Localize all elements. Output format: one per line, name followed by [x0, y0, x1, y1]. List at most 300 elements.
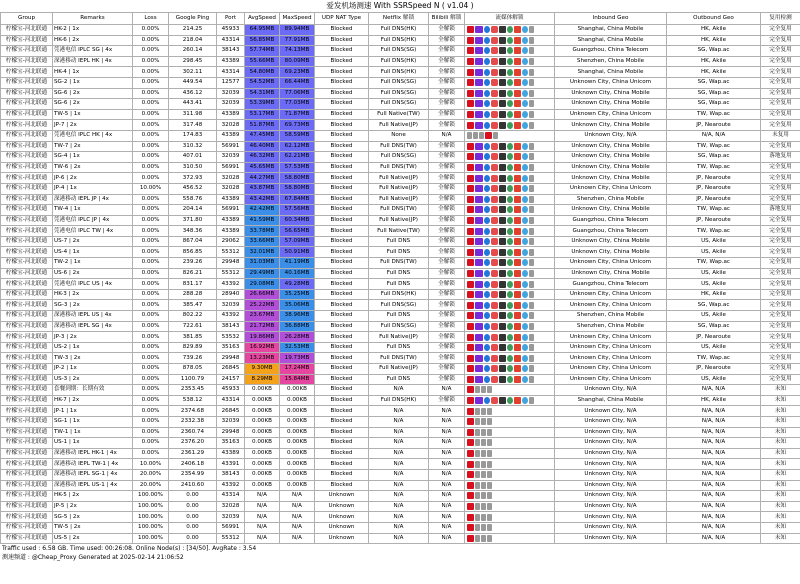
netflix-cell: N/A [369, 448, 429, 459]
group-cell: 柠檬宝-河北联通 [1, 501, 53, 512]
port-cell: 32039 [217, 416, 245, 427]
ping-cell: 0.00 [169, 501, 217, 512]
remarks-cell: TW-7 | 2x [53, 141, 133, 152]
loss-cell: 0.00% [133, 416, 169, 427]
streaming-service-icon [514, 334, 521, 341]
streaming-service-icon [484, 312, 490, 319]
reuse-cell: 完全复用 [761, 25, 800, 36]
max-speed-cell: 77.03MB [280, 99, 315, 110]
port-cell: 32039 [217, 512, 245, 523]
bilibili-cell: 全解锁 [429, 215, 465, 226]
avg-speed-cell: 0.00KB [245, 385, 280, 396]
group-cell: 柠檬宝-河北联通 [1, 247, 53, 258]
max-speed-cell: 0.00KB [280, 416, 315, 427]
ping-cell: 2374.68 [169, 406, 217, 417]
streaming-service-icon [475, 376, 483, 383]
group-cell: 柠檬宝-河北联通 [1, 311, 53, 322]
netflix-cell: Full DNS(HK) [369, 395, 429, 406]
streaming-service-icon [467, 471, 474, 478]
reuse-cell: 完全复用 [761, 173, 800, 184]
streaming-service-icon [467, 164, 474, 171]
udp-nat-cell: Unknown [315, 491, 369, 502]
ping-cell: 371.80 [169, 215, 217, 226]
udp-nat-cell: Blocked [315, 152, 369, 163]
streaming-service-icon [487, 450, 492, 457]
streaming-icons [465, 321, 555, 332]
streaming-service-icon [487, 418, 492, 425]
loss-cell: 100.00% [133, 512, 169, 523]
udp-nat-cell: Blocked [315, 448, 369, 459]
streaming-service-icon [487, 471, 492, 478]
reuse-cell: 完全复用 [761, 364, 800, 375]
port-cell: 43389 [217, 215, 245, 226]
remarks-cell: HK-5 | 2x [53, 491, 133, 502]
avg-speed-cell: 16.92MB [245, 342, 280, 353]
streaming-service-icon [467, 291, 474, 298]
streaming-icons [465, 35, 555, 46]
remarks-cell: HK-4 | 1x [53, 67, 133, 78]
streaming-icons [465, 522, 555, 533]
streaming-service-icon [467, 450, 474, 457]
netflix-cell: N/A [369, 406, 429, 417]
loss-cell: 10.00% [133, 459, 169, 470]
remarks-cell: HK-2 | 1x [53, 25, 133, 36]
port-cell: 55312 [217, 533, 245, 544]
loss-cell: 0.00% [133, 342, 169, 353]
streaming-icons [465, 173, 555, 184]
page-title: 爱发机场测速 With SSRSpeed N ( v1.04 ) [326, 1, 474, 10]
ping-cell: 802.22 [169, 311, 217, 322]
outbound-geo-cell: N/A, N/A [667, 522, 761, 533]
port-cell: 43392 [217, 480, 245, 491]
streaming-service-icon [467, 259, 474, 266]
remarks-cell: TW-1 | 1x [53, 427, 133, 438]
streaming-service-icon [467, 100, 474, 107]
netflix-cell: Full DNS(SG) [369, 99, 429, 110]
max-speed-cell: 41.19MB [280, 258, 315, 269]
streaming-service-icon [473, 132, 478, 139]
streaming-service-icon [485, 132, 492, 139]
remarks-cell: SG-5 | 2x [53, 512, 133, 523]
streaming-service-icon [467, 111, 474, 118]
streaming-service-icon [507, 196, 513, 203]
streaming-service-icon [475, 122, 483, 129]
remarks-cell: 莞港电信 IPLC TW | 4x [53, 226, 133, 237]
bilibili-cell: 全解锁 [429, 173, 465, 184]
streaming-service-icon [467, 376, 474, 383]
remarks-cell: JP-7 | 2x [53, 120, 133, 131]
avg-speed-cell: N/A [245, 491, 280, 502]
streaming-service-icon [522, 312, 528, 319]
streaming-icons [465, 56, 555, 67]
outbound-geo-cell: US, Akile [667, 311, 761, 322]
max-speed-cell: 40.16MB [280, 268, 315, 279]
streaming-service-icon [507, 37, 513, 44]
streaming-service-icon [484, 143, 490, 150]
udp-nat-cell: Blocked [315, 311, 369, 322]
remarks-cell: 深港移动 IEPL HK-1 | 4x [53, 448, 133, 459]
streaming-service-icon [529, 355, 534, 362]
streaming-service-icon [529, 397, 534, 404]
streaming-service-icon [487, 386, 492, 393]
streaming-service-icon [467, 535, 474, 542]
group-cell: 柠檬宝-河北联通 [1, 205, 53, 216]
udp-nat-cell: Blocked [315, 364, 369, 375]
streaming-service-icon [484, 238, 490, 245]
streaming-icons [465, 77, 555, 88]
ping-cell: 831.17 [169, 279, 217, 290]
netflix-cell: Full Native(TW) [369, 226, 429, 237]
streaming-service-icon [499, 355, 506, 362]
streaming-service-icon [507, 397, 513, 404]
port-cell: 32039 [217, 152, 245, 163]
max-speed-cell: 66.44MB [280, 77, 315, 88]
avg-speed-cell: 54.52MB [245, 77, 280, 88]
streaming-service-icon [499, 90, 506, 97]
streaming-service-icon [499, 206, 506, 213]
reuse-cell: 完全复用 [761, 300, 800, 311]
remarks-cell: SG-6 | 2x [53, 99, 133, 110]
inbound-geo-cell: Unknown City, N/A [555, 416, 667, 427]
netflix-cell: Full DNS(TW) [369, 353, 429, 364]
port-cell: 55312 [217, 268, 245, 279]
avg-speed-cell: 29.08MB [245, 279, 280, 290]
streaming-service-icon [529, 69, 534, 76]
streaming-icons [465, 162, 555, 173]
streaming-icons [465, 183, 555, 194]
streaming-service-icon [499, 228, 506, 235]
ping-cell: 317.48 [169, 120, 217, 131]
max-speed-cell: 89.94MB [280, 25, 315, 36]
ping-cell: 0.00 [169, 512, 217, 523]
streaming-service-icon [467, 503, 474, 510]
streaming-service-icon [507, 185, 513, 192]
streaming-service-icon [467, 492, 474, 499]
avg-speed-cell: 41.59MB [245, 215, 280, 226]
outbound-geo-cell: N/A, N/A [667, 406, 761, 417]
streaming-service-icon [529, 344, 534, 351]
inbound-geo-cell: Unknown City, China Mobile [555, 99, 667, 110]
inbound-geo-cell: Unknown City, N/A [555, 522, 667, 533]
streaming-service-icon [529, 26, 534, 33]
bilibili-cell: 全解锁 [429, 279, 465, 290]
port-cell: 32039 [217, 88, 245, 99]
group-cell: 柠檬宝-河北联通 [1, 46, 53, 57]
max-speed-cell: 35.06MB [280, 300, 315, 311]
avg-speed-cell: 57.74MB [245, 46, 280, 57]
streaming-service-icon [467, 217, 474, 224]
ping-cell: 302.11 [169, 67, 217, 78]
reuse-cell: 未知 [761, 438, 800, 449]
ping-cell: 1100.79 [169, 374, 217, 385]
streaming-service-icon [475, 323, 483, 330]
reuse-cell: 完全复用 [761, 215, 800, 226]
port-cell: 29948 [217, 258, 245, 269]
netflix-cell: N/A [369, 427, 429, 438]
streaming-icons [465, 120, 555, 131]
reuse-cell: 完全复用 [761, 162, 800, 173]
streaming-service-icon [487, 429, 492, 436]
streaming-service-icon [487, 408, 492, 415]
streaming-service-icon [514, 238, 521, 245]
ping-cell: 239.26 [169, 258, 217, 269]
bilibili-cell: N/A [429, 406, 465, 417]
udp-nat-cell: Blocked [315, 342, 369, 353]
ping-cell: 218.04 [169, 35, 217, 46]
streaming-service-icon [467, 461, 474, 468]
streaming-service-icon [467, 26, 474, 33]
udp-nat-cell: Blocked [315, 480, 369, 491]
streaming-service-icon [481, 535, 486, 542]
table-row [1, 130, 800, 141]
streaming-service-icon [529, 79, 534, 86]
bilibili-cell: 全解锁 [429, 56, 465, 67]
udp-nat-cell: Blocked [315, 279, 369, 290]
group-cell: 柠檬宝-河北联通 [1, 469, 53, 480]
streaming-icons [465, 395, 555, 406]
inbound-geo-cell: Unknown City, China Unicom [555, 258, 667, 269]
streaming-service-icon [484, 259, 490, 266]
avg-speed-cell: 46.40MB [245, 141, 280, 152]
streaming-service-icon [522, 164, 528, 171]
loss-cell: 10.00% [133, 183, 169, 194]
streaming-icons [465, 448, 555, 459]
udp-nat-cell: Blocked [315, 120, 369, 131]
group-cell: 柠檬宝-河北联通 [1, 395, 53, 406]
group-cell: 柠檬宝-河北联通 [1, 258, 53, 269]
streaming-service-icon [529, 122, 534, 129]
streaming-service-icon [481, 514, 486, 521]
streaming-service-icon [499, 37, 506, 44]
streaming-service-icon [522, 281, 528, 288]
avg-speed-cell: 0.00KB [245, 438, 280, 449]
streaming-service-icon [491, 365, 498, 372]
bilibili-cell: N/A [429, 512, 465, 523]
max-speed-cell: 69.73MB [280, 120, 315, 131]
streaming-service-icon [484, 122, 490, 129]
streaming-service-icon [514, 365, 521, 372]
bilibili-cell: 全解锁 [429, 88, 465, 99]
reuse-cell: 未知 [761, 501, 800, 512]
netflix-cell: Full Native(JP) [369, 364, 429, 375]
streaming-service-icon [484, 58, 490, 65]
streaming-icons [465, 427, 555, 438]
streaming-service-icon [499, 175, 506, 182]
streaming-service-icon [507, 217, 513, 224]
remarks-cell: HK-6 | 2x [53, 35, 133, 46]
streaming-service-icon [475, 439, 480, 446]
netflix-cell: N/A [369, 491, 429, 502]
port-cell: 32028 [217, 120, 245, 131]
outbound-geo-cell: N/A, N/A [667, 459, 761, 470]
port-cell: 53532 [217, 332, 245, 343]
streaming-service-icon [484, 69, 490, 76]
streaming-service-icon [499, 344, 506, 351]
streaming-service-icon [484, 334, 490, 341]
ping-cell: 867.04 [169, 236, 217, 247]
max-speed-cell: 15.84MB [280, 374, 315, 385]
inbound-geo-cell: Unknown City, China Unicom [555, 332, 667, 343]
bilibili-cell: N/A [429, 416, 465, 427]
inbound-geo-cell: Unknown City, China Mobile [555, 268, 667, 279]
table-row [1, 205, 800, 216]
streaming-service-icon [529, 270, 534, 277]
ping-cell: 558.76 [169, 194, 217, 205]
streaming-service-icon [522, 238, 528, 245]
max-speed-cell: 0.00KB [280, 438, 315, 449]
streaming-service-icon [493, 132, 498, 139]
streaming-service-icon [475, 37, 483, 44]
bilibili-cell: 全解锁 [429, 289, 465, 300]
max-speed-cell: 58.59MB [280, 130, 315, 141]
streaming-icons [465, 236, 555, 247]
streaming-service-icon [484, 196, 490, 203]
ping-cell: 407.01 [169, 152, 217, 163]
group-cell: 柠檬宝-河北联通 [1, 533, 53, 544]
streaming-service-icon [484, 111, 490, 118]
streaming-service-icon [529, 47, 534, 54]
ping-cell: 443.41 [169, 99, 217, 110]
avg-speed-cell: N/A [245, 512, 280, 523]
loss-cell: 20.00% [133, 469, 169, 480]
loss-cell: 0.00% [133, 77, 169, 88]
streaming-service-icon [514, 175, 521, 182]
streaming-service-icon [514, 143, 521, 150]
netflix-cell: N/A [369, 501, 429, 512]
reuse-cell: 完全复用 [761, 342, 800, 353]
ping-cell: 310.50 [169, 162, 217, 173]
port-cell: 35163 [217, 438, 245, 449]
ping-cell: 2361.29 [169, 448, 217, 459]
streaming-service-icon [507, 270, 513, 277]
streaming-service-icon [467, 439, 474, 446]
inbound-geo-cell: Guangzhou, China Telecom [555, 226, 667, 237]
streaming-service-icon [522, 376, 528, 383]
ping-cell: 381.85 [169, 332, 217, 343]
inbound-geo-cell: Unknown City, N/A [555, 533, 667, 544]
inbound-geo-cell: Unknown City, China Mobile [555, 173, 667, 184]
port-cell: 43389 [217, 130, 245, 141]
streaming-service-icon [499, 238, 506, 245]
column-header: 流媒体解锁 [465, 13, 555, 25]
max-speed-cell: 77.91MB [280, 35, 315, 46]
streaming-service-icon [475, 535, 480, 542]
streaming-service-icon [499, 249, 506, 256]
udp-nat-cell: Blocked [315, 353, 369, 364]
max-speed-cell: 62.12MB [280, 141, 315, 152]
table-row [1, 364, 800, 375]
bilibili-cell: 全解锁 [429, 183, 465, 194]
max-speed-cell: 71.87MB [280, 109, 315, 120]
outbound-geo-cell: SG, Wap.ac [667, 77, 761, 88]
streaming-service-icon [499, 302, 506, 309]
avg-speed-cell: 0.00KB [245, 395, 280, 406]
streaming-service-icon [484, 100, 490, 107]
loss-cell: 0.00% [133, 46, 169, 57]
remarks-cell: SG-3 | 2x [53, 300, 133, 311]
streaming-service-icon [467, 79, 474, 86]
streaming-service-icon [484, 365, 490, 372]
streaming-service-icon [499, 323, 506, 330]
netflix-cell: Full DNS(HK) [369, 35, 429, 46]
streaming-service-icon [522, 344, 528, 351]
loss-cell: 100.00% [133, 501, 169, 512]
port-cell: 43392 [217, 311, 245, 322]
streaming-icons [465, 311, 555, 322]
group-cell: 柠檬宝-河北联通 [1, 364, 53, 375]
udp-nat-cell: Blocked [315, 247, 369, 258]
streaming-service-icon [475, 90, 483, 97]
port-cell: 55312 [217, 247, 245, 258]
netflix-cell: Full Native(TW) [369, 109, 429, 120]
loss-cell: 0.00% [133, 332, 169, 343]
group-cell: 柠檬宝-河北联通 [1, 438, 53, 449]
streaming-service-icon [522, 217, 528, 224]
bilibili-cell: N/A [429, 469, 465, 480]
streaming-service-icon [481, 429, 486, 436]
table-row [1, 183, 800, 194]
streaming-service-icon [491, 79, 498, 86]
streaming-service-icon [467, 175, 474, 182]
streaming-service-icon [484, 249, 490, 256]
remarks-cell: SG-6 | 2x [53, 88, 133, 99]
streaming-icons [465, 406, 555, 417]
streaming-service-icon [522, 334, 528, 341]
streaming-service-icon [484, 79, 490, 86]
streaming-service-icon [467, 408, 474, 415]
inbound-geo-cell: Unknown City, N/A [555, 448, 667, 459]
streaming-icons [465, 215, 555, 226]
streaming-service-icon [507, 47, 513, 54]
streaming-service-icon [467, 312, 474, 319]
max-speed-cell: 0.00KB [280, 395, 315, 406]
udp-nat-cell: Blocked [315, 67, 369, 78]
streaming-icons [465, 67, 555, 78]
table-row [1, 512, 800, 523]
streaming-service-icon [467, 482, 474, 489]
streaming-icons [465, 279, 555, 290]
loss-cell: 0.00% [133, 385, 169, 396]
streaming-service-icon [475, 365, 483, 372]
inbound-geo-cell: Shenzhen, China Mobile [555, 321, 667, 332]
avg-speed-cell: 46.32MB [245, 152, 280, 163]
avg-speed-cell: 56.85MB [245, 35, 280, 46]
streaming-service-icon [481, 408, 486, 415]
avg-speed-cell: 23.67MB [245, 311, 280, 322]
streaming-service-icon [514, 122, 521, 129]
streaming-service-icon [529, 90, 534, 97]
outbound-geo-cell: JP, Nearoute [667, 194, 761, 205]
bilibili-cell: N/A [429, 385, 465, 396]
loss-cell: 0.00% [133, 406, 169, 417]
streaming-service-icon [529, 312, 534, 319]
streaming-service-icon [475, 26, 483, 33]
max-speed-cell: 38.96MB [280, 311, 315, 322]
avg-speed-cell: 53.39MB [245, 99, 280, 110]
bilibili-cell: N/A [429, 438, 465, 449]
reuse-cell: 完全复用 [761, 194, 800, 205]
loss-cell: 0.00% [133, 247, 169, 258]
streaming-service-icon [529, 334, 534, 341]
streaming-icons [465, 205, 555, 216]
avg-speed-cell: 0.00KB [245, 469, 280, 480]
port-cell: 43314 [217, 395, 245, 406]
group-cell: 柠檬宝-河北联通 [1, 162, 53, 173]
bilibili-cell: 全解锁 [429, 152, 465, 163]
streaming-service-icon [491, 323, 498, 330]
bilibili-cell: 全解锁 [429, 374, 465, 385]
udp-nat-cell: Blocked [315, 395, 369, 406]
